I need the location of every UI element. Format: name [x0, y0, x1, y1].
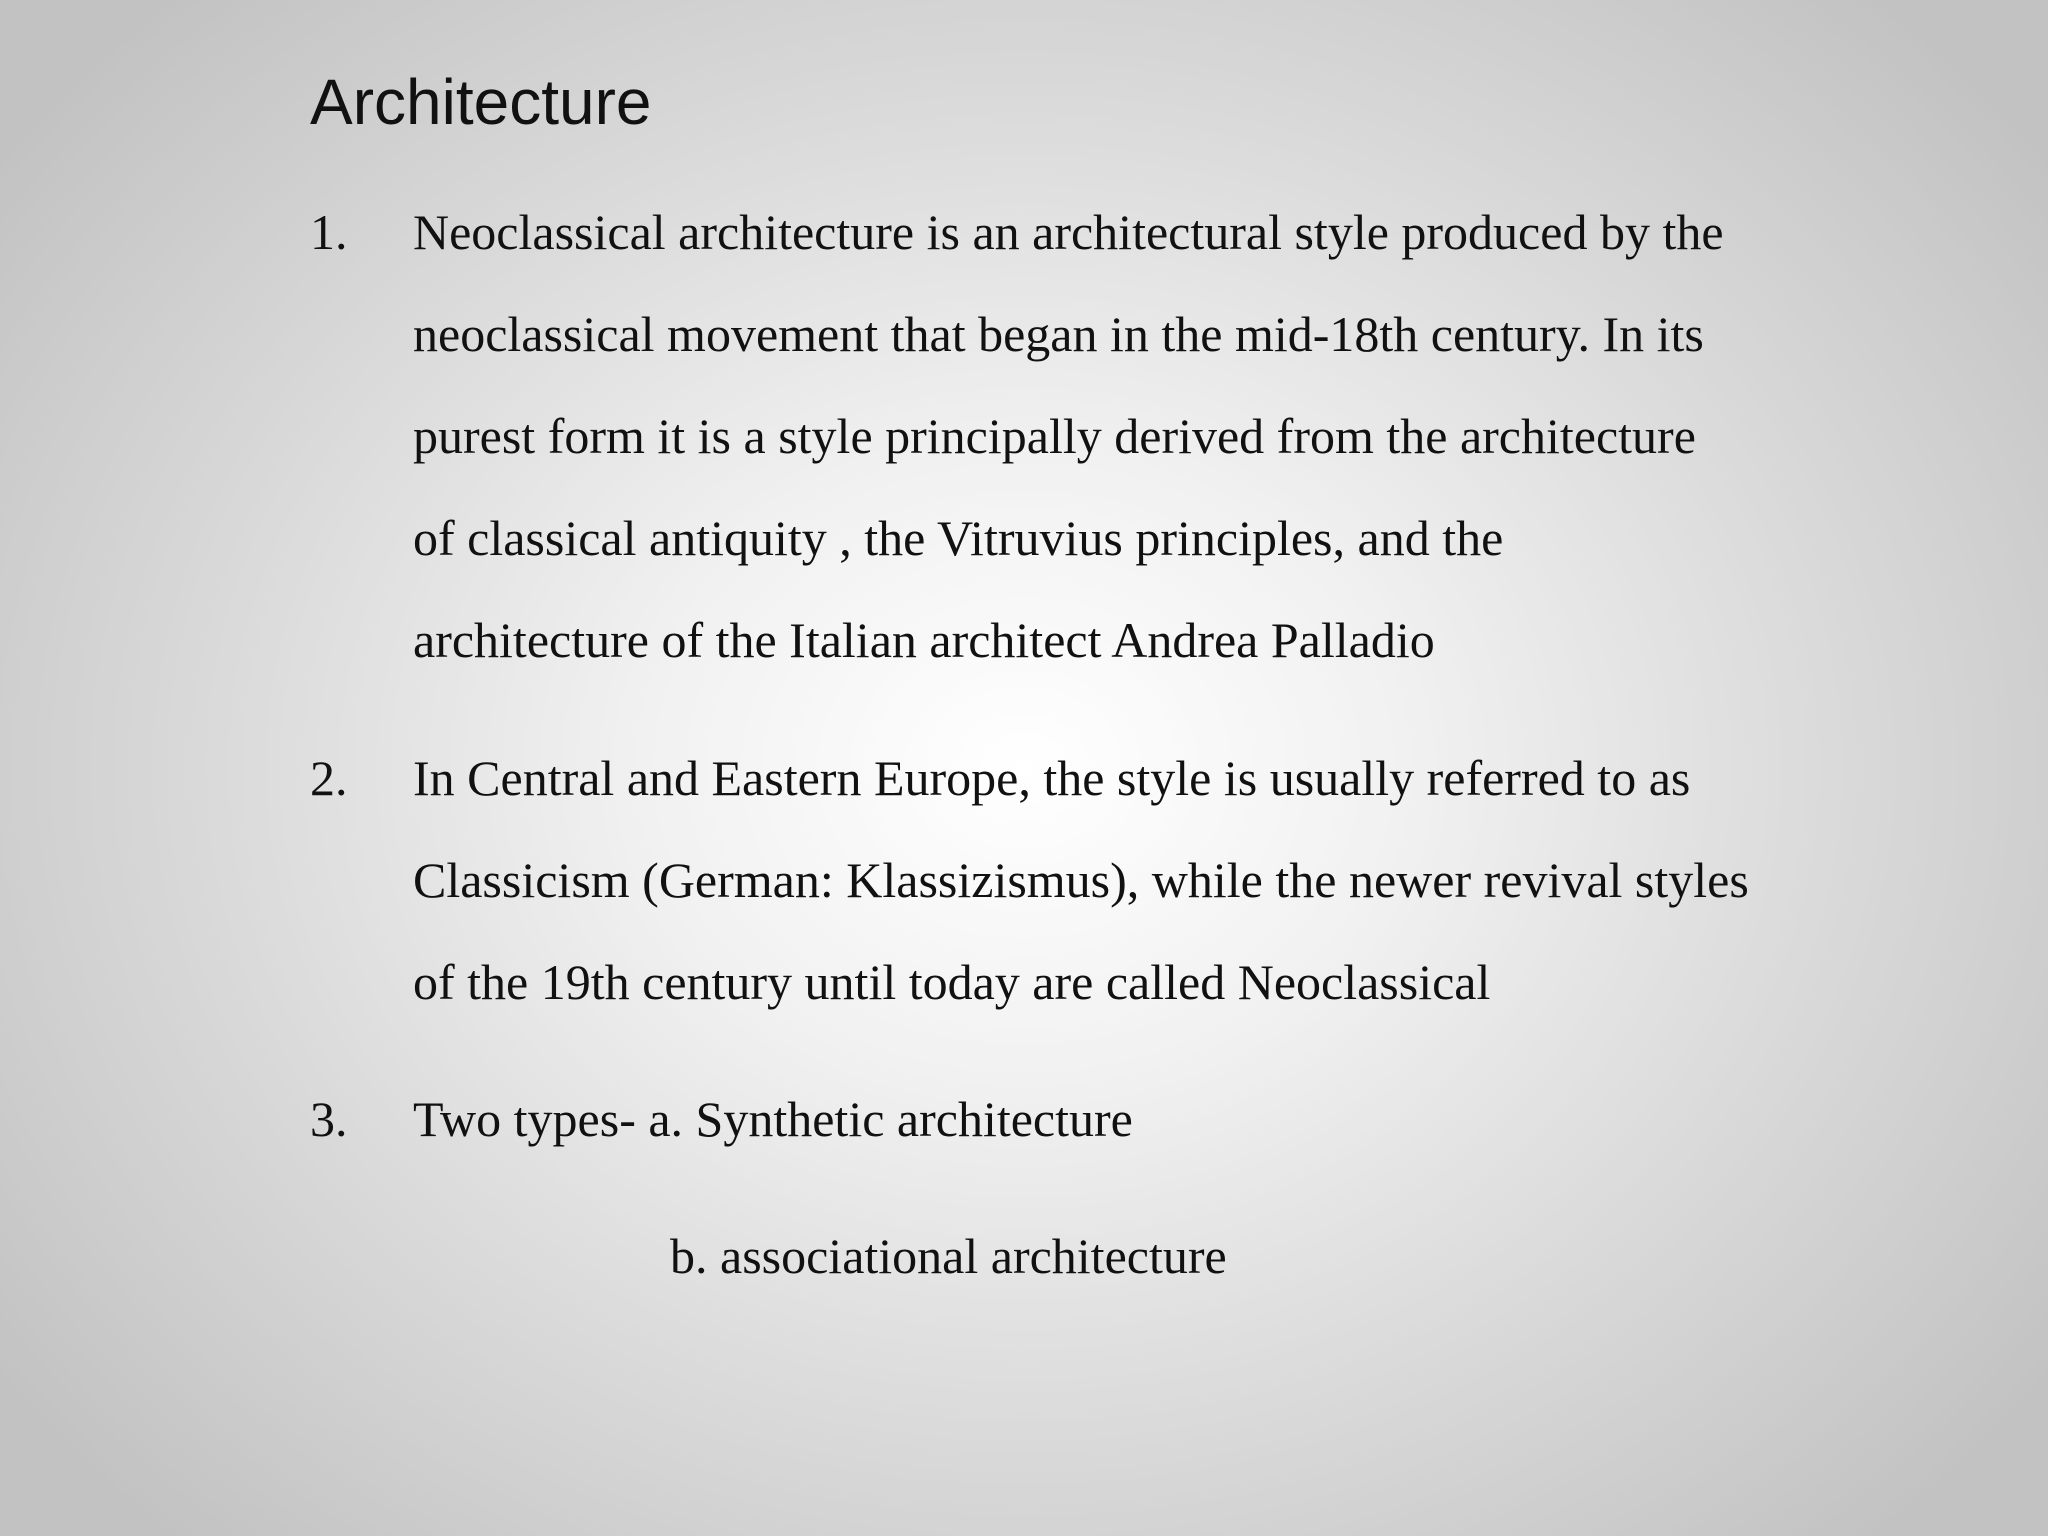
list-item-text — [413, 181, 1953, 691]
list-number: 1. — [310, 204, 348, 260]
list-number: 2. — [310, 750, 348, 806]
text-line: purest form it is a style principally derived from the architecture — [413, 408, 1696, 464]
list-item-text — [413, 1068, 1953, 1170]
text-line: architecture of the Italian architect Andrea Palladio — [413, 612, 1435, 668]
slide-title: Architecture — [310, 66, 652, 138]
text-line: Classicism (German: Klassizismus), while the newer revival styles — [413, 852, 1749, 908]
list-number: 3. — [310, 1091, 348, 1147]
text-line: Two types- a. Synthetic architecture — [413, 1091, 1133, 1147]
text-line: neoclassical movement that began in the mid-18th century. In its — [413, 306, 1704, 362]
sub-list-item: b. associational architecture — [670, 1228, 1227, 1284]
text-line: of classical antiquity , the Vitruvius principles, and the — [413, 510, 1504, 566]
text-line: of the 19th century until today are called Neoclassical — [413, 954, 1491, 1010]
text-line: Neoclassical architecture is an architectural style produced by the — [413, 204, 1724, 260]
text-line: In Central and Eastern Europe, the style is usually referred to as — [413, 750, 1691, 806]
list-item-text — [413, 727, 1953, 1033]
